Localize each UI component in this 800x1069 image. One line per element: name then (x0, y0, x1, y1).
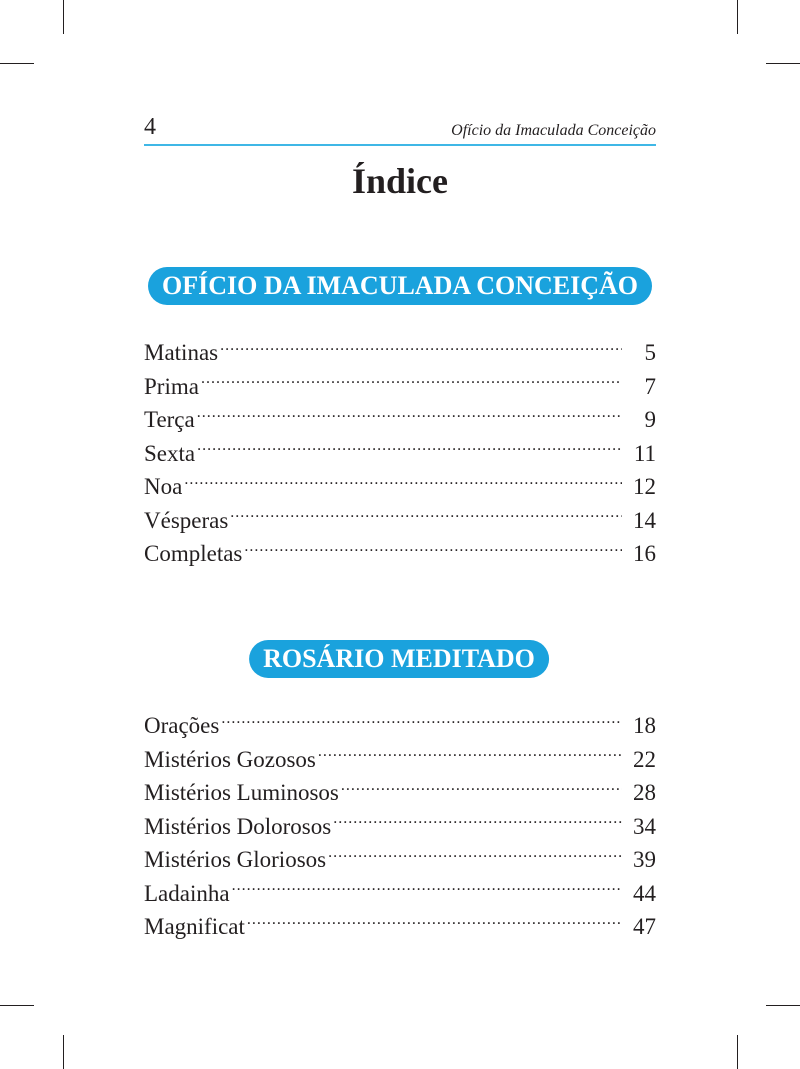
toc-entry-label: Prima (144, 373, 199, 399)
crop-mark-top-right (737, 0, 738, 34)
toc-entry-page: 34 (633, 813, 656, 839)
toc-entry[interactable] (144, 370, 656, 404)
dot-leader (244, 538, 622, 561)
section-heading-rosario: ROSÁRIO MEDITADO (249, 640, 549, 678)
toc-entry-label: Vésperas (144, 507, 229, 533)
toc-entry-label: Sexta (144, 440, 196, 466)
crop-mark-bottom-left (63, 1035, 64, 1069)
toc-list-rosario (144, 709, 656, 944)
dot-leader (184, 471, 622, 494)
toc-entry[interactable] (144, 843, 656, 877)
toc-entry-page: 44 (633, 880, 656, 906)
toc-entry-label: Magnificat (144, 914, 245, 939)
toc-entry-label: Orações (144, 713, 220, 738)
page-header (144, 110, 656, 146)
toc-entry[interactable] (144, 810, 656, 844)
toc-list-oficio (144, 336, 656, 571)
crop-mark-top-left (63, 0, 64, 34)
toc-entry-label: Mistérios Dolorosos (144, 813, 332, 839)
toc-entry-label: Noa (144, 474, 183, 499)
section-heading-oficio: OFÍCIO DA IMACULADA CONCEIÇÃO (148, 267, 652, 305)
dot-leader (247, 911, 622, 934)
dot-leader (230, 505, 622, 528)
toc-entry[interactable] (144, 910, 656, 944)
toc-entry[interactable] (144, 437, 656, 471)
dot-leader (318, 744, 622, 767)
dot-leader (341, 777, 622, 800)
dot-leader (201, 371, 622, 394)
toc-entry-page: 11 (633, 440, 656, 466)
crop-mark-top-left (0, 63, 34, 64)
toc-entry[interactable] (144, 776, 656, 810)
toc-entry-label: Mistérios Gozosos (144, 746, 316, 772)
dot-leader (328, 844, 622, 867)
toc-entry-page: 47 (633, 914, 656, 939)
toc-entry[interactable] (144, 877, 656, 911)
toc-entry[interactable] (144, 403, 656, 437)
toc-entry-label: Mistérios Luminosos (144, 780, 339, 805)
toc-entry-page: 28 (633, 780, 656, 805)
dot-leader (333, 811, 622, 834)
toc-entry-page: 14 (633, 507, 656, 533)
toc-entry-page: 7 (644, 373, 656, 399)
toc-entry[interactable] (144, 504, 656, 538)
toc-entry[interactable] (144, 743, 656, 777)
crop-mark-bottom-right (737, 1035, 738, 1069)
toc-entry-page: 12 (633, 474, 656, 499)
toc-entry[interactable] (144, 709, 656, 743)
toc-entry-label: Completas (144, 541, 243, 566)
toc-entry-page: 18 (633, 713, 656, 738)
dot-leader (220, 337, 622, 360)
page-title: Índice (351, 161, 448, 201)
toc-entry-page: 9 (644, 407, 656, 432)
toc-entry-label: Mistérios Gloriosos (144, 847, 327, 872)
toc-entry-label: Ladainha (144, 880, 230, 906)
toc-entry-label: Matinas (144, 340, 219, 365)
toc-entry-page: 39 (633, 847, 656, 872)
dot-leader (232, 878, 622, 901)
dot-leader (197, 404, 622, 427)
toc-entry-label: Terça (144, 407, 195, 432)
toc-entry-page: 16 (633, 541, 656, 566)
toc-entry-page: 22 (633, 746, 656, 772)
running-title: Ofício da Imaculada Conceição (451, 122, 656, 139)
toc-entry[interactable] (144, 336, 656, 370)
dot-leader (197, 438, 622, 461)
toc-entry[interactable] (144, 537, 656, 571)
crop-mark-bottom-left (0, 1005, 34, 1006)
dot-leader (221, 710, 622, 733)
toc-entry[interactable] (144, 470, 656, 504)
page-number: 4 (144, 114, 156, 140)
crop-mark-bottom-right (766, 1005, 800, 1006)
toc-entry-page: 5 (644, 340, 656, 365)
crop-mark-top-right (766, 63, 800, 64)
